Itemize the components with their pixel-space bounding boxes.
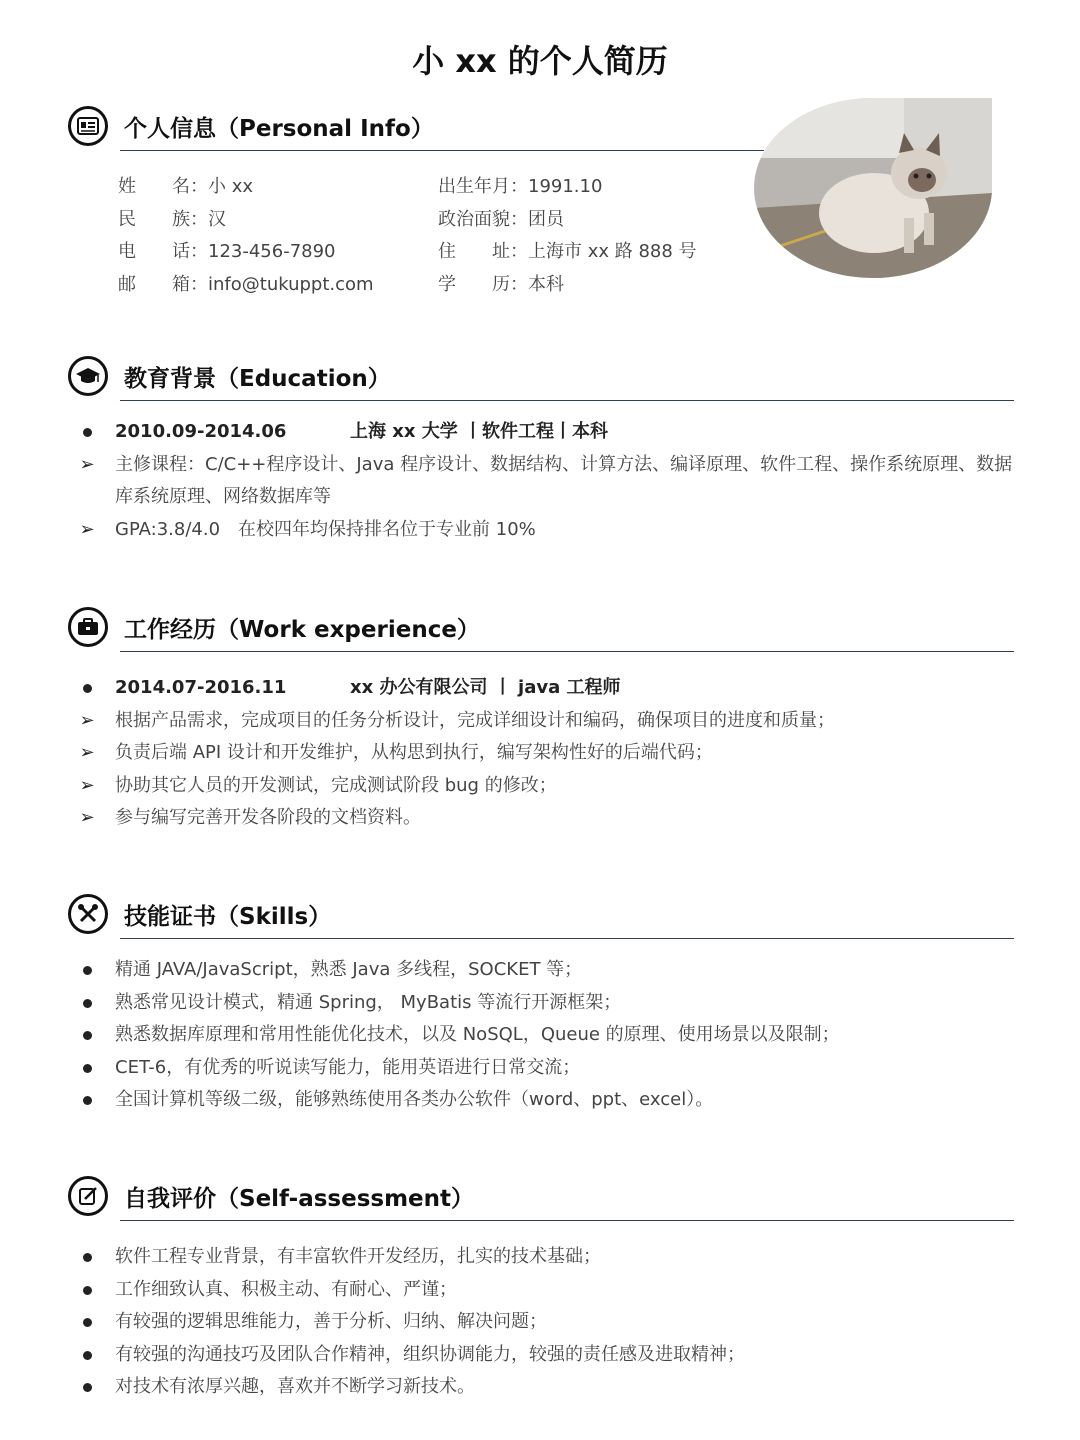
info-label: 民 族： — [118, 208, 208, 230]
list-item: ➢ 根据产品需求，完成项目的任务分析设计，完成详细设计和编码，确保项目的进度和质量； — [79, 709, 835, 731]
divider — [120, 400, 1014, 401]
info-label: 电 话： — [118, 241, 208, 262]
period: 2014.07-2016.11 — [115, 677, 287, 698]
section-title: 工作经历（Work experience） — [124, 617, 480, 643]
item-text: 负责后端 API 设计和开发维护，从构思到执行，编写架构性好的后端代码； — [115, 742, 713, 763]
list-item: ➢ 主修课程：C/C++程序设计、Java 程序设计、数据结构、计算方法、编译原理、软件工程、操作系统原理、数据库系统原理、网络数据库等 — [79, 453, 1013, 507]
id-card-icon — [68, 106, 108, 146]
item-text: 主修课程：C/C++程序设计、Java 程序设计、数据结构、计算方法、编译原理、软件工程、操作系统原理、数据库系统原理、网络数据库等 — [115, 453, 1013, 507]
info-value: 本科 — [528, 273, 564, 295]
section-title: 技能证书（Skills） — [124, 904, 332, 930]
period: 2010.09-2014.06 — [115, 421, 287, 442]
info-label: 出生年月： — [438, 176, 528, 197]
list-item — [68, 416, 1014, 449]
list-item — [68, 954, 1014, 987]
item-text: 参与编写完善开发各阶段的文档资料。 — [115, 807, 421, 828]
item-text: 精通 JAVA/JavaScript，熟悉 Java 多线程，SOCKET 等； — [115, 959, 583, 980]
item-text: 熟悉数据库原理和常用性能优化技术，以及 NoSQL，Queue 的原理、使用场景以及限制； — [115, 1024, 840, 1045]
briefcase-icon — [68, 607, 108, 647]
divider — [120, 150, 764, 151]
item-text: GPA:3.8/4.0 在校四年均保持排名位于专业前 10% — [115, 518, 536, 540]
list-item: ➢ GPA:3.8/4.0 在校四年均保持排名位于专业前 10% — [79, 518, 536, 540]
page-title: 小 xx 的个人简历 — [412, 42, 668, 80]
info-row — [118, 237, 758, 270]
info-label: 邮 箱： — [118, 273, 208, 295]
list-item — [68, 1241, 1014, 1274]
info-row — [118, 270, 758, 303]
section-skills — [68, 894, 1014, 1110]
info-value: 上海市 xx 路 888 号 — [528, 241, 697, 262]
info-row — [118, 172, 758, 205]
item-text: CET-6，有优秀的听说读写能力，能用英语进行日常交流； — [115, 1056, 581, 1078]
graduation-cap-icon — [68, 356, 108, 396]
item-text: 有较强的逻辑思维能力，善于分析、归纳、解决问题； — [115, 1311, 547, 1332]
item-text: 工作细致认真、积极主动、有耐心、严谨； — [115, 1278, 457, 1300]
info-row — [118, 205, 758, 238]
item-text: 熟悉常见设计模式，精通 Spring， MyBatis 等流行开源框架； — [115, 991, 622, 1013]
info-value: 1991.10 — [528, 176, 603, 197]
item-text: 协助其它人员的开发测试，完成测试阶段 bug 的修改； — [115, 774, 557, 796]
section-title: 个人信息（Personal Info） — [124, 116, 434, 142]
list-item — [68, 987, 1014, 1020]
item-text: 软件工程专业背景，有丰富软件开发经历，扎实的技术基础； — [115, 1246, 601, 1267]
list-item — [68, 1084, 1014, 1117]
info-label: 学 历： — [438, 273, 528, 295]
tools-icon — [68, 894, 108, 934]
section-work — [68, 607, 1014, 828]
section-title: 教育背景（Education） — [124, 366, 391, 392]
info-value: 小 xx — [208, 176, 254, 197]
item-text: 全国计算机等级二级，能够熟练使用各类办公软件（word、ppt、excel）。 — [115, 1089, 714, 1110]
list-item: ➢ 参与编写完善开发各阶段的文档资料。 — [79, 807, 421, 828]
item-text: 根据产品需求，完成项目的任务分析设计，完成详细设计和编码，确保项目的进度和质量； — [115, 709, 835, 731]
divider — [120, 938, 1014, 939]
profile-photo — [754, 98, 992, 278]
list-item — [68, 1339, 1014, 1372]
list-item — [68, 1274, 1014, 1307]
divider — [120, 651, 1014, 652]
list-item — [68, 1052, 1014, 1085]
school-detail: 上海 xx 大学 丨软件工程丨本科 — [350, 421, 609, 442]
info-value: 123-456-7890 — [208, 241, 336, 262]
section-education — [68, 356, 1014, 540]
list-item — [68, 672, 1014, 705]
info-value: info@tukuppt.com — [208, 273, 374, 295]
edit-icon — [68, 1176, 108, 1216]
list-item — [68, 1306, 1014, 1339]
divider — [120, 1220, 1014, 1221]
list-item — [68, 1371, 1014, 1404]
info-label: 政治面貌： — [438, 208, 528, 230]
list-item — [68, 1019, 1014, 1052]
company-detail: xx 办公有限公司 丨 java 工程师 — [350, 677, 621, 698]
info-label: 住 址： — [438, 241, 528, 262]
list-item: ➢ 协助其它人员的开发测试，完成测试阶段 bug 的修改； — [79, 774, 557, 796]
item-text: 对技术有浓厚兴趣，喜欢并不断学习新技术。 — [115, 1376, 475, 1397]
section-self — [68, 1176, 1014, 1397]
info-value: 汉 — [208, 208, 226, 230]
section-title: 自我评价（Self-assessment） — [124, 1186, 475, 1212]
list-item: ➢ 负责后端 API 设计和开发维护，从构思到执行，编写架构性好的后端代码； — [79, 742, 713, 763]
info-grid — [118, 172, 758, 302]
info-value: 团员 — [528, 208, 564, 230]
item-text: 有较强的沟通技巧及团队合作精神，组织协调能力，较强的责任感及进取精神； — [115, 1343, 745, 1365]
info-label: 姓 名： — [118, 176, 208, 197]
